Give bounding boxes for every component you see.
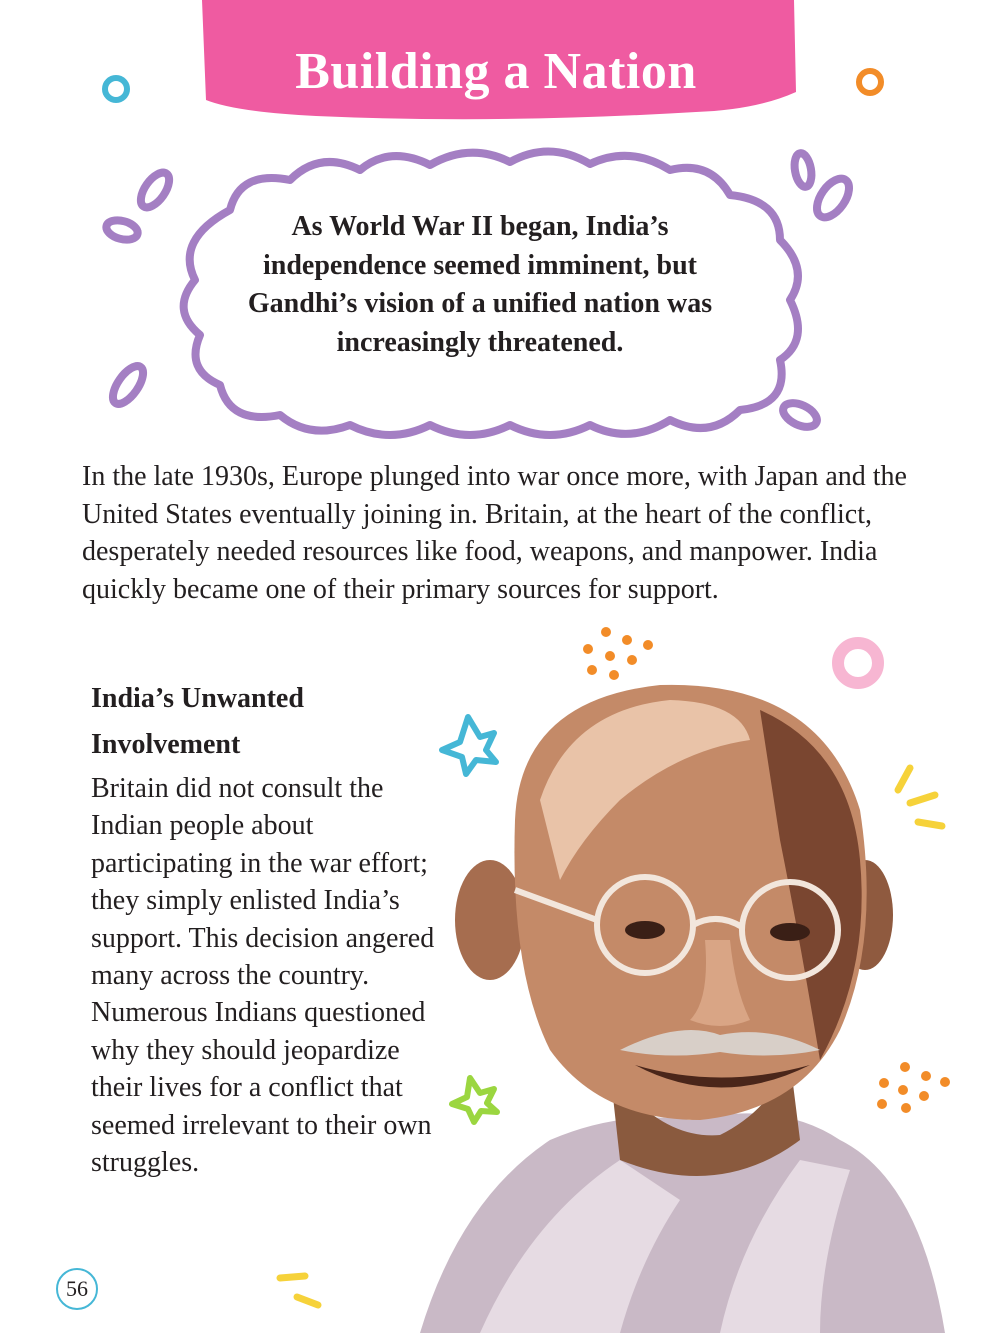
section-body: Britain did not consult the Indian people about participating in the war effort; they simply enlisted India’s support. This decision angered many across the country. Numerous Indians questioned why they should jeopardize their lives for a conflict that seemed irrelevant to their own struggles. [91, 773, 435, 1179]
page-title: Building a Nation [295, 43, 697, 100]
orange-ring-decoration [859, 71, 881, 93]
callout-cloud [90, 140, 890, 450]
gandhi-portrait-illustration [420, 640, 965, 1333]
blue-ring-decoration [105, 78, 127, 100]
title-banner [196, 0, 796, 124]
callout-text: As World War II began, India’s independence seemed imminent, but Gandhi’s vision of a unified nation was increasingly threatened. [247, 211, 713, 358]
page-number: 56 [56, 1268, 98, 1310]
section-heading: India’s Unwanted Involvement [91, 683, 304, 760]
intro-paragraph: In the late 1930s, Europe plunged into war once more, with Japan and the United States eventually joining in. Britain, at the heart of the conflict, desperately needed resources like food, weapons, and manpower. India quickly became one of their primary sources for support. [82, 461, 907, 605]
